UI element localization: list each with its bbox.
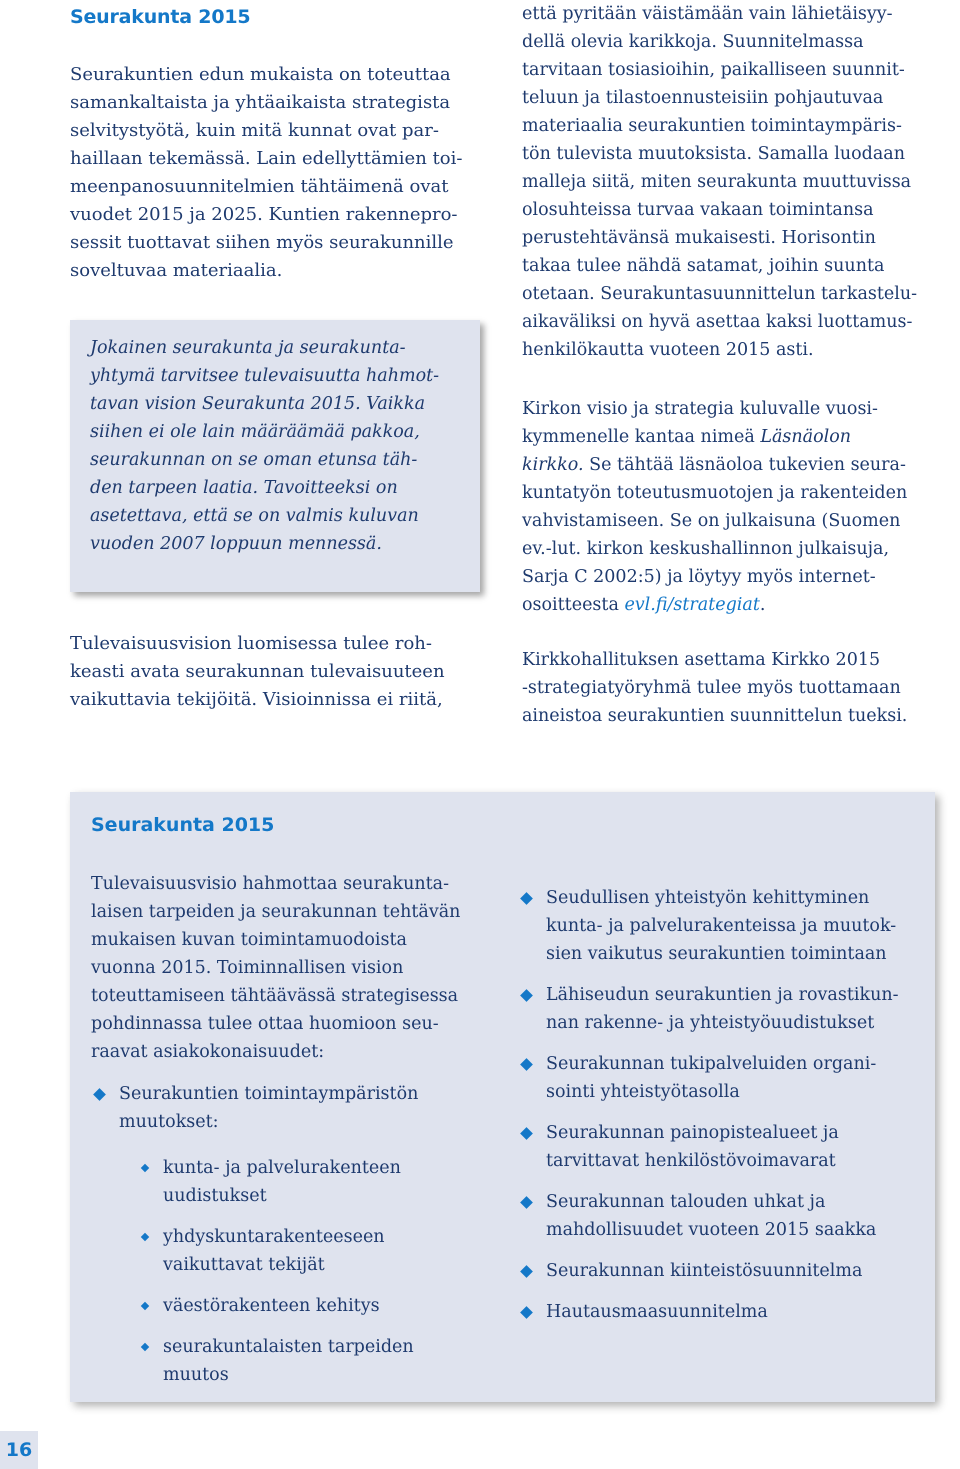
text-line: aineistoa seurakuntien suunnittelun tueksi. [522, 706, 908, 726]
left-paragraph-2 [70, 630, 470, 714]
diamond-bullet-icon [93, 1088, 106, 1101]
page-number: 16 [0, 1431, 38, 1469]
bullet-list [518, 884, 918, 1326]
text-line: keasti avata seurakunnan tulevaisuuteen [70, 661, 445, 682]
text-line: soveltuvaa materiaalia. [70, 260, 283, 281]
text-line: Tulevaisuusvision luomisessa tulee roh- [70, 633, 432, 654]
text-line: kuntatyön toteutusmuotojen ja rakenteiden [522, 483, 908, 503]
text-line: malleja siitä, miten seurakunta muuttuvissa [522, 172, 912, 192]
list-item [518, 1119, 918, 1175]
text-line: nan rakenne- ja yhteistyöuudistukset [546, 1013, 875, 1033]
quote-line: yhtymä tarvitsee tulevaisuutta hahmot- [90, 366, 440, 386]
italic-title: Läsnäolon [760, 427, 852, 447]
text-line: muutos [163, 1365, 229, 1385]
list-item [518, 1257, 918, 1285]
small-bullet-icon [141, 1343, 149, 1351]
text-line: laisen tarpeiden ja seurakunnan tehtävän [91, 902, 461, 922]
list-item [518, 1298, 918, 1326]
summary-box-title: Seurakunta 2015 [91, 814, 275, 836]
text-line: tön tulevista muutoksista. Samalla luodaan [522, 144, 905, 164]
text-line: toteuttamiseen tähtäävässä strategisessa [91, 986, 459, 1006]
list-item [518, 1188, 918, 1244]
text-line: yhdyskuntarakenteeseen [163, 1227, 385, 1247]
right-paragraph-2 [522, 395, 942, 619]
text-line: selvitystyötä, kuin mitä kunnat ovat par- [70, 120, 439, 141]
summary-left-column [91, 870, 491, 1402]
text-line: tarvittavat henkilöstövoimavarat [546, 1151, 836, 1171]
text-line: Kirkkohallituksen asettama Kirkko 2015 [522, 650, 881, 670]
diamond-bullet-icon [520, 1058, 533, 1071]
text-line: sointi yhteistyötasolla [546, 1082, 740, 1102]
text-line: Seurakunnan tukipalveluiden organi- [546, 1054, 877, 1074]
list-item [518, 884, 918, 968]
text-line: Tulevaisuusvisio hahmottaa seurakunta- [91, 874, 450, 894]
text-line: Seurakuntien toimintaympäristön [119, 1084, 419, 1104]
text-line: vuodet 2015 ja 2025. Kuntien rakennepro- [70, 204, 458, 225]
small-bullet-icon [141, 1164, 149, 1172]
text-line: Seurakunnan talouden uhkat ja [546, 1192, 826, 1212]
text-line: mukaisen kuvan toimintamuodoista [91, 930, 407, 950]
sub-bullet-list [119, 1154, 491, 1389]
text-line: sien vaikutus seurakuntien toimintaan [546, 944, 887, 964]
text-line: sessit tuottavat siihen myös seurakunnille [70, 232, 454, 253]
diamond-bullet-icon [520, 1196, 533, 1209]
text-line: että pyritään väistämään vain lähietäisyy- [522, 4, 893, 24]
quote-line: siihen ei ole lain määräämää pakkoa, [90, 422, 420, 442]
quote-line: Jokainen seurakunta ja seurakunta- [90, 338, 406, 358]
list-item [518, 981, 918, 1037]
text-line: Lähiseudun seurakuntien ja rovastikun- [546, 985, 899, 1005]
quote-line: asetettava, että se on valmis kuluvan [90, 506, 419, 526]
bullet-list [91, 1080, 491, 1389]
text-line: -strategiatyöryhmä tulee myös tuottamaan [522, 678, 901, 698]
text-line: vuonna 2015. Toiminnallisen vision [91, 958, 404, 978]
text-line: samankaltaista ja yhtäaikaista strategista [70, 92, 451, 113]
small-bullet-icon [141, 1233, 149, 1241]
left-paragraph-1 [70, 61, 470, 285]
text-line: vaikuttavia tekijöitä. Visioinnissa ei riitä, [70, 689, 443, 710]
summary-box [70, 792, 935, 1402]
text-line: raavat asiakokonaisuudet: [91, 1042, 325, 1062]
diamond-bullet-icon [520, 989, 533, 1002]
small-bullet-icon [141, 1302, 149, 1310]
text-line: Seurakunnan kiinteistösuunnitelma [546, 1261, 863, 1281]
quote-line: seurakunnan on se oman etunsa täh- [90, 450, 418, 470]
italic-title: kirkko. [522, 455, 584, 475]
text-line: muutokset: [119, 1112, 219, 1132]
diamond-bullet-icon [520, 892, 533, 905]
text-line [522, 451, 942, 479]
sub-list-item [119, 1223, 491, 1279]
text-span: osoitteesta [522, 595, 625, 615]
text-line: Kirkon visio ja strategia kuluvalle vuosi- [522, 399, 878, 419]
text-line: vahvistamiseen. Se on julkaisuna (Suomen [522, 511, 901, 531]
text-line [522, 423, 942, 451]
quote-box [70, 320, 480, 592]
text-line: väestörakenteen kehitys [163, 1296, 380, 1316]
text-line: tarvitaan tosiasioihin, paikalliseen suunnit- [522, 60, 905, 80]
text-line: olosuhteissa turvaa vakaan toimintansa [522, 200, 874, 220]
right-paragraph-1 [522, 0, 942, 364]
text-line: perustehtävänsä mukaisesti. Horisontin [522, 228, 876, 248]
list-item [91, 1080, 491, 1389]
text-line: vaikuttavat tekijät [163, 1255, 325, 1275]
text-line: kunta- ja palvelurakenteen [163, 1158, 401, 1178]
diamond-bullet-icon [520, 1127, 533, 1140]
text-line: Sarja C 2002:5) ja löytyy myös internet- [522, 567, 876, 587]
right-paragraph-3 [522, 646, 942, 730]
text-line [522, 591, 942, 619]
quote-line: tavan vision Seurakunta 2015. Vaikka [90, 394, 426, 414]
text-line: Seurakunnan painopistealueet ja [546, 1123, 839, 1143]
quote-line: vuoden 2007 loppuun mennessä. [90, 534, 382, 554]
text-line: takaa tulee nähdä satamat, joihin suunta [522, 256, 885, 276]
list-item [518, 1050, 918, 1106]
text-line: teluun ja tilastoennusteisiin pohjautuvaa [522, 88, 884, 108]
text-line: aikaväliksi on hyvä asettaa kaksi luottamus- [522, 312, 913, 332]
text-line: Seudullisen yhteistyön kehittyminen [546, 888, 870, 908]
sub-list-item [119, 1333, 491, 1389]
text-line: seurakuntalaisten tarpeiden [163, 1337, 414, 1357]
text-line: haillaan tekemässä. Lain edellyttämien toi- [70, 148, 463, 169]
diamond-bullet-icon [520, 1306, 533, 1319]
diamond-bullet-icon [520, 1265, 533, 1278]
text-line: dellä olevia karikkoja. Suunnitelmassa [522, 32, 864, 52]
strategy-link[interactable]: evl.fi/strategiat [624, 595, 760, 615]
text-line: uudistukset [163, 1186, 267, 1206]
text-line: Hautausmaasuunnitelma [546, 1302, 768, 1322]
text-line: materiaalia seurakuntien toimintaympäris- [522, 116, 902, 136]
page-heading: Seurakunta 2015 [70, 6, 251, 28]
text-line: meenpanosuunnitelmien tähtäimenä ovat [70, 176, 449, 197]
text-line: pohdinnassa tulee ottaa huomioon seu- [91, 1014, 439, 1034]
text-line: mahdollisuudet vuoteen 2015 saakka [546, 1220, 877, 1240]
summary-right-column [518, 884, 918, 1339]
text-span: kymmenelle kantaa nimeä [522, 427, 761, 447]
text-line: henkilökautta vuoteen 2015 asti. [522, 340, 814, 360]
quote-line: den tarpeen laatia. Tavoitteeksi on [90, 478, 398, 498]
text-span: . [759, 595, 766, 615]
sub-list-item [119, 1154, 491, 1210]
text-line: otetaan. Seurakuntasuunnittelun tarkastelu- [522, 284, 918, 304]
sub-list-item [119, 1292, 491, 1320]
text-line: Seurakuntien edun mukaista on toteuttaa [70, 64, 451, 85]
text-line: ev.-lut. kirkon keskushallinnon julkaisuja, [522, 539, 890, 559]
text-line: kunta- ja palvelurakenteissa ja muutok- [546, 916, 897, 936]
text-span: Se tähtää läsnäoloa tukevien seura- [583, 455, 906, 475]
